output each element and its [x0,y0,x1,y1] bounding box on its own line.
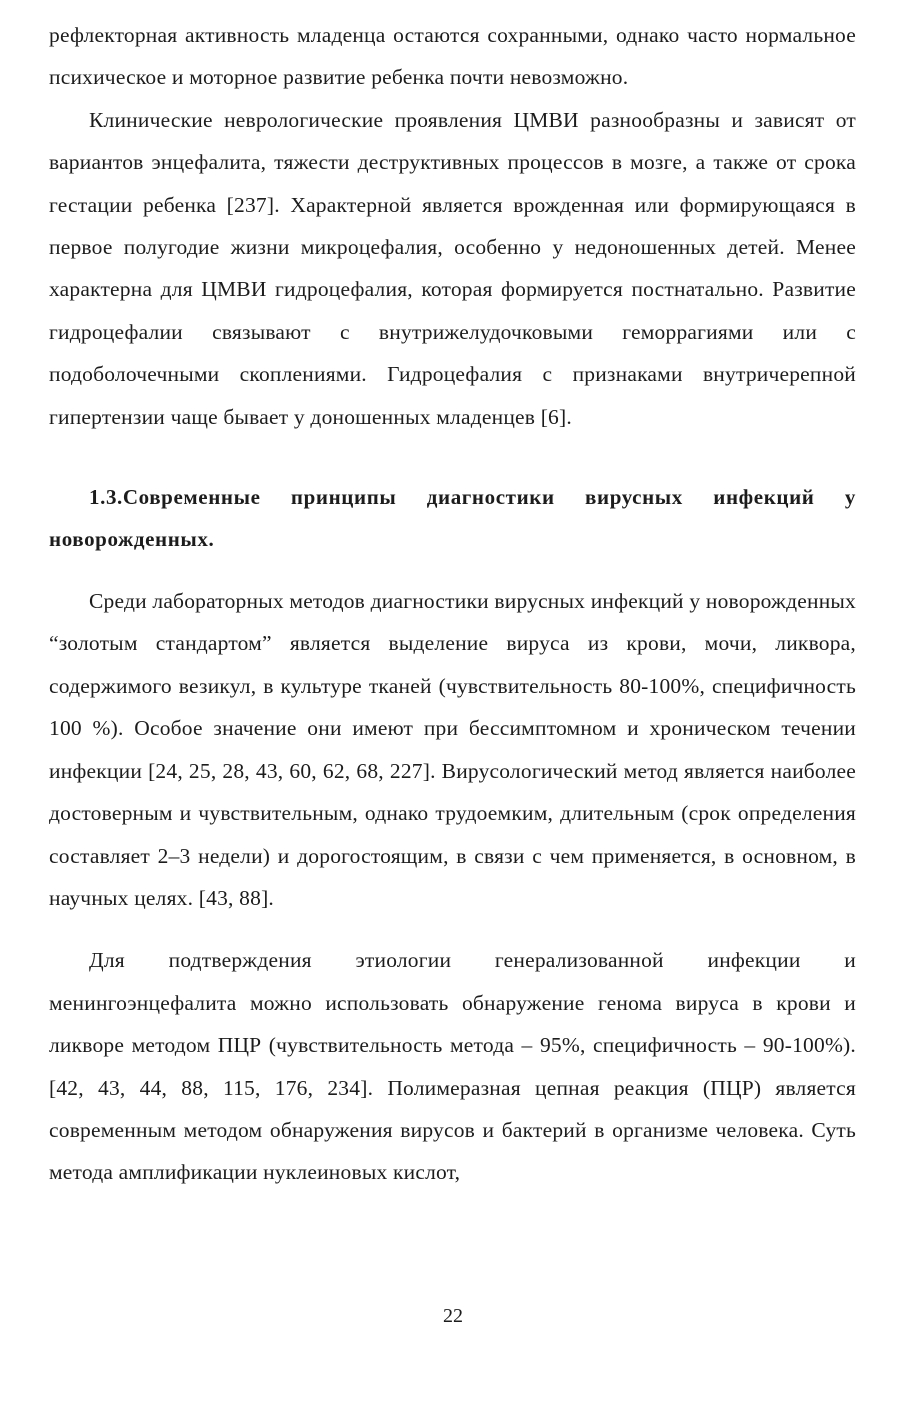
document-page [49,14,856,1194]
section-heading: 1.3.Современные принципы диагностики вирусных инфекций у новорожденных. [49,485,856,552]
spacer [49,560,856,580]
paragraph-pcr-method: Для подтверждения этиологии генерализованной инфекции и менингоэнцефалита можно использовать обнаружение генома вируса в крови и ликворе методом ПЦР (чувствительность метода – 95%, специфичность – 90-100%). [42, 43, 44, 88, 115, 176, 234]. Полимеразная цепная реакция (ПЦР) является современным методом обнаружения вирусов и бактерий в организме человека. Суть метода амплификации нуклеиновых кислот, [49,948,856,1185]
spacer [49,919,856,939]
paragraph-laboratory-methods: Среди лабораторных методов диагностики вирусных инфекций у новорожденных “золотым стандартом” является выделение вируса из крови, мочи, ликвора, содержимого везикул, в культуре тканей (чувствительность 80-100%, специфичность 100 %). Особое значение они имеют при бессимптомном и хроническом течении инфекции [24, 25, 28, 43, 60, 62, 68, 227]. Вирусологический метод является наиболее достоверным и чувствительным, однако трудоемким, длительным (срок определения составляет 2–3 недели) и дорогостоящим, в связи с чем применяется, в основном, в научных целях. [43, 88]. [49,589,856,910]
paragraph-neurological-manifestations: Клинические неврологические проявления ЦМВИ разнообразны и зависят от вариантов энцефалита, тяжести деструктивных процессов в мозге, а также от срока гестации ребенка [237]. Характерной является врожденная или формирующаяся в первое полугодие жизни микроцефалия, особенно у недоношенных детей. Менее характерна для ЦМВИ гидроцефалия, которая формируется постнатально. Развитие гидроцефалии связывают с внутрижелудочковыми геморрагиями или с подоболочечными скоплениями. Гидроцефалия с признаками внутричерепной гипертензии чаще бывает у доношенных младенцев [6]. [49,107,856,429]
paragraph-continuation: рефлекторная активность младенца остаются сохранными, однако часто нормальное психическое и моторное развитие ребенка почти невозможно. [49,23,856,90]
spacer [49,438,856,476]
page-number: 22 [443,1305,463,1327]
